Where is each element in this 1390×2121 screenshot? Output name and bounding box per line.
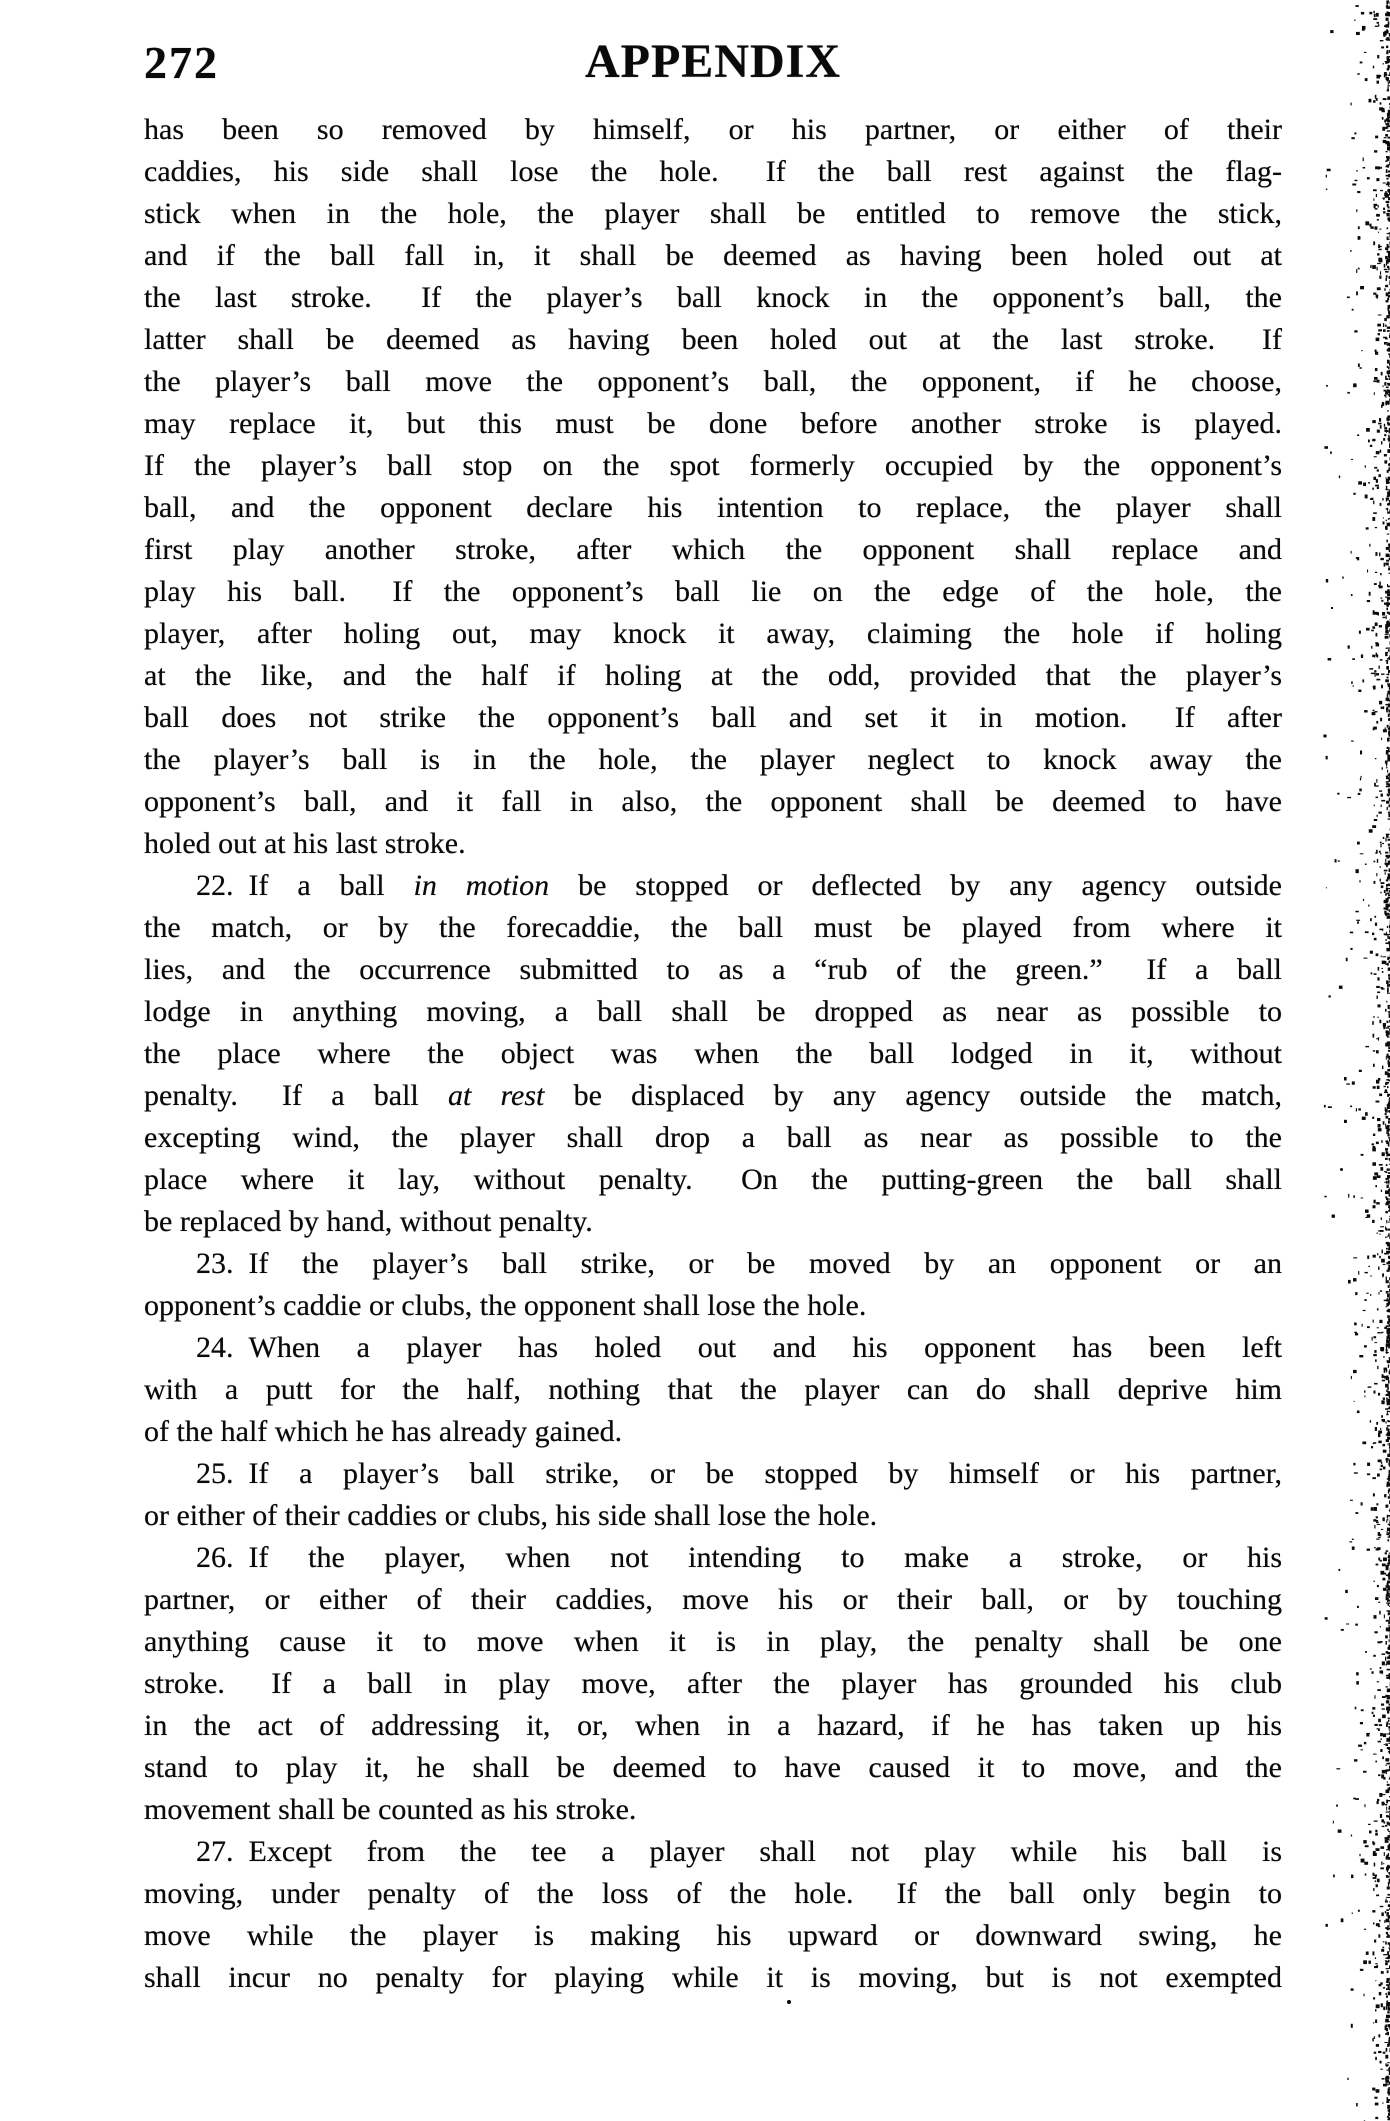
text-line: 27. Except from the tee a player shall not play while his ball is: [196, 1835, 1282, 1868]
text-line: may replace it, but this must be done before another stroke is played.: [144, 407, 1282, 440]
text-line: player, after holing out, may knock it away, claiming the hole if holing: [144, 617, 1282, 650]
text-line: place where it lay, without penalty. On the putting-green the ball shall: [144, 1163, 1282, 1196]
text-line: penalty. If a ball at rest be displaced by any agency outside the match,: [144, 1079, 1282, 1112]
text-line: ball, and the opponent declare his intention to replace, the player shall: [144, 491, 1282, 524]
text-line: be replaced by hand, without penalty.: [144, 1205, 593, 1238]
text-line: ball does not strike the opponent’s ball and set it in motion. If after: [144, 701, 1282, 734]
text-line: partner, or either of their caddies, move his or their ball, or by touching: [144, 1583, 1282, 1616]
text-line: the player’s ball move the opponent’s ball, the opponent, if he choose,: [144, 365, 1282, 398]
text-line: the last stroke. If the player’s ball knock in the opponent’s ball, the: [144, 281, 1282, 314]
text-column: [144, 109, 1282, 1999]
text-line: at the like, and the half if holing at the odd, provided that the player’s: [144, 659, 1282, 692]
running-head-title: APPENDIX: [585, 35, 841, 88]
text-line: If the player’s ball stop on the spot formerly occupied by the opponent’s: [144, 449, 1282, 482]
text-line: and if the ball fall in, it shall be deemed as having been holed out at: [144, 239, 1282, 272]
text-line: first play another stroke, after which the opponent shall replace and: [144, 533, 1282, 566]
text-line: opponent’s ball, and it fall in also, the opponent shall be deemed to have: [144, 785, 1282, 818]
text-line: has been so removed by himself, or his partner, or either of their: [144, 113, 1282, 146]
text-line: latter shall be deemed as having been holed out at the last stroke. If: [144, 323, 1282, 356]
text-line: stick when in the hole, the player shall be entitled to remove the stick,: [144, 197, 1282, 230]
text-line: in the act of addressing it, or, when in a hazard, if he has taken up his: [144, 1709, 1282, 1742]
text-line: shall incur no penalty for playing while it is moving, but is not exempted: [144, 1961, 1282, 1994]
text-line: the place where the object was when the ball lodged in it, without: [144, 1037, 1282, 1070]
text-line: 22. If a ball in motion be stopped or deflected by any agency outside: [196, 869, 1282, 902]
text-line: opponent’s caddie or clubs, the opponent shall lose the hole.: [144, 1289, 867, 1322]
text-line: play his ball. If the opponent’s ball lie on the edge of the hole, the: [144, 575, 1282, 608]
text-line: with a putt for the half, nothing that the player can do shall deprive him: [144, 1373, 1282, 1406]
page-number: 272: [144, 37, 219, 88]
text-line: or either of their caddies or clubs, his side shall lose the hole.: [144, 1499, 878, 1532]
text-line: lies, and the occurrence submitted to as a “rub of the green.” If a ball: [144, 953, 1282, 986]
text-line: stroke. If a ball in play move, after the player has grounded his club: [144, 1667, 1282, 1700]
text-line: 26. If the player, when not intending to make a stroke, or his: [196, 1541, 1282, 1574]
text-line: the match, or by the forecaddie, the ball must be played from where it: [144, 911, 1282, 944]
page-header: [144, 34, 1282, 86]
text-line: holed out at his last stroke.: [144, 827, 466, 860]
text-line: stand to play it, he shall be deemed to have caused it to move, and the: [144, 1751, 1282, 1784]
text-line: 24. When a player has holed out and his opponent has been left: [196, 1331, 1282, 1364]
text-line: moving, under penalty of the loss of the hole. If the ball only begin to: [144, 1877, 1282, 1910]
text-line: move while the player is making his upward or downward swing, he: [144, 1919, 1282, 1952]
text-line: movement shall be counted as his stroke.: [144, 1793, 637, 1826]
text-line: excepting wind, the player shall drop a ball as near as possible to the: [144, 1121, 1282, 1154]
text-line: 25. If a player’s ball strike, or be stopped by himself or his partner,: [196, 1457, 1282, 1490]
text-line: of the half which he has already gained.: [144, 1415, 623, 1448]
text-line: the player’s ball is in the hole, the player neglect to knock away the: [144, 743, 1282, 776]
text-line: 23. If the player’s ball strike, or be moved by an opponent or an: [196, 1247, 1282, 1280]
text-line: caddies, his side shall lose the hole. If the ball rest against the flag-: [144, 155, 1282, 188]
text-line: anything cause it to move when it is in play, the penalty shall be one: [144, 1625, 1282, 1658]
text-line: lodge in anything moving, a ball shall be dropped as near as possible to: [144, 995, 1282, 1028]
